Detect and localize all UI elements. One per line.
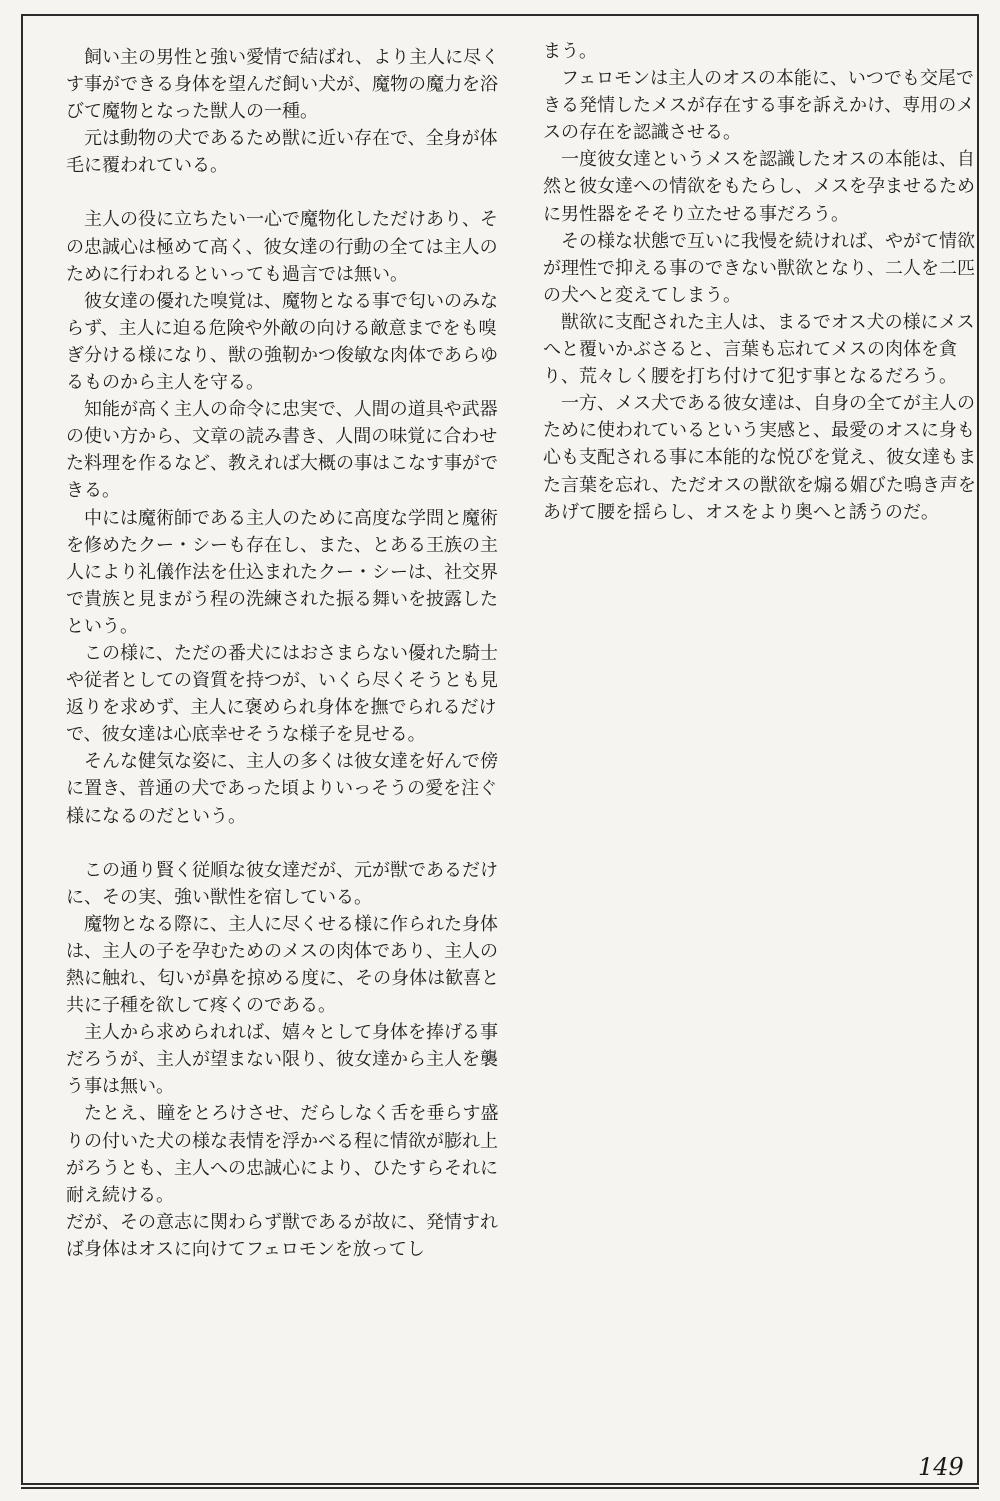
paragraph: 主人の役に立ちたい一心で魔物化しただけあり、その忠誠心は極めて高く、彼女達の行動の全ては主人のために行われるといっても過言では無い。 <box>66 209 498 285</box>
paragraph: まう。 <box>543 41 597 62</box>
left-text-column <box>66 44 500 1263</box>
paragraph: 彼女達の優れた嗅覚は、魔物となる事で匂いのみならず、主人に迫る危険や外敵の向ける敵意までをも嗅ぎ分ける様になり、獣の強靭かつ俊敏な肉体であらゆるものから主人を守る。 <box>66 290 498 394</box>
paragraph: 一方、メス犬である彼女達は、自身の全てが主人のために使われているという実感と、最愛のオスに身も心も支配される事に本能的な悦びを覚え、彼女達もまた言葉を忘れ、ただオスの獣欲を煽る媚びた鳴き声をあげて腰を揺らし、オスをより奥へと誘うのだ。 <box>543 393 977 523</box>
paragraph: 知能が高く主人の命令に忠実で、人間の道具や武器の使い方から、文章の読み書き、人間の味覚に合わせた料理を作るなど、教えれば大概の事はこなす事ができる。 <box>66 399 498 502</box>
paragraph: たとえ、瞳をとろけさせ、だらしなく舌を垂らす盛りの付いた犬の様な表情を浮かべる程に情欲が膨れ上がろうとも、主人への忠誠心により、ひたすらそれに耐え続ける。 <box>66 1103 499 1206</box>
paragraph: 元は動物の犬であるため獣に近い存在で、全身が体毛に覆われている。 <box>66 128 498 177</box>
paragraph: フェロモンは主人のオスの本能に、いつでも交尾できる発情したメスが存在する事を訴えかけ、専用のメスの存在を認識させる。 <box>543 68 975 144</box>
page-number: 149 <box>918 1453 964 1481</box>
paragraph: 獣欲に支配された主人は、まるでオス犬の様にメスへと覆いかぶさると、言葉も忘れてメスの肉体を貪り、荒々しく腰を打ち付けて犯す事となるだろう。 <box>543 311 975 388</box>
paragraph: この様に、ただの番犬にはおさまらない優れた騎士や従者としての資質を持つが、いくら尽くそうとも見返りを求めず、主人に褒められ身体を撫でられるだけで、彼女達は心底幸せそうな様子を見せる。 <box>66 642 498 746</box>
paragraph: 中には魔術師である主人のために高度な学問と魔術を修めたクー・シーも存在し、また、とある王族の主人により礼儀作法を仕込まれたクー・シーは、社交界で貴族と見まがう程の洗練された振る舞いを披露したという。 <box>66 507 498 637</box>
paragraph: 主人から求められれば、嬉々として身体を捧げる事だろうが、主人が望まない限り、彼女達から主人を襲う事は無い。 <box>66 1022 498 1098</box>
paragraph: 魔物となる際に、主人に尽くせる様に作られた身体は、主人の子を孕むためのメスの肉体であり、主人の熱に触れ、匂いが鼻を掠める度に、その身体は歓喜と共に子種を欲して疼くのである。 <box>66 913 500 1017</box>
bottom-rule <box>21 1487 979 1489</box>
paragraph: 一度彼女達というメスを認識したオスの本能は、自然と彼女達への情欲をもたらし、メスを孕ませるために男性器をそそり立たせる事だろう。 <box>543 149 975 225</box>
paragraph: 飼い主の男性と強い愛情で結ばれ、より主人に尽くす事ができる身体を望んだ飼い犬が、魔物の魔力を浴びて魔物となった獣人の一種。 <box>66 47 500 123</box>
paragraph: だが、その意志に関わらず獣であるが故に、発情すれば身体はオスに向けてフェロモンを放ってし <box>66 1211 498 1260</box>
paragraph: その様な状態で互いに我慢を続ければ、やがて情欲が理性で抑える事のできない獣欲となり、二人を二匹の犬へと変えてしまう。 <box>543 230 975 306</box>
paragraph: そんな健気な姿に、主人の多くは彼女達を好んで傍に置き、普通の犬であった頃よりいっそうの愛を注ぐ様になるのだという。 <box>66 751 498 827</box>
right-text-column <box>543 38 980 526</box>
paragraph: この通り賢く従順な彼女達だが、元が獣であるだけに、その実、強い獣性を宿している。 <box>66 859 498 908</box>
